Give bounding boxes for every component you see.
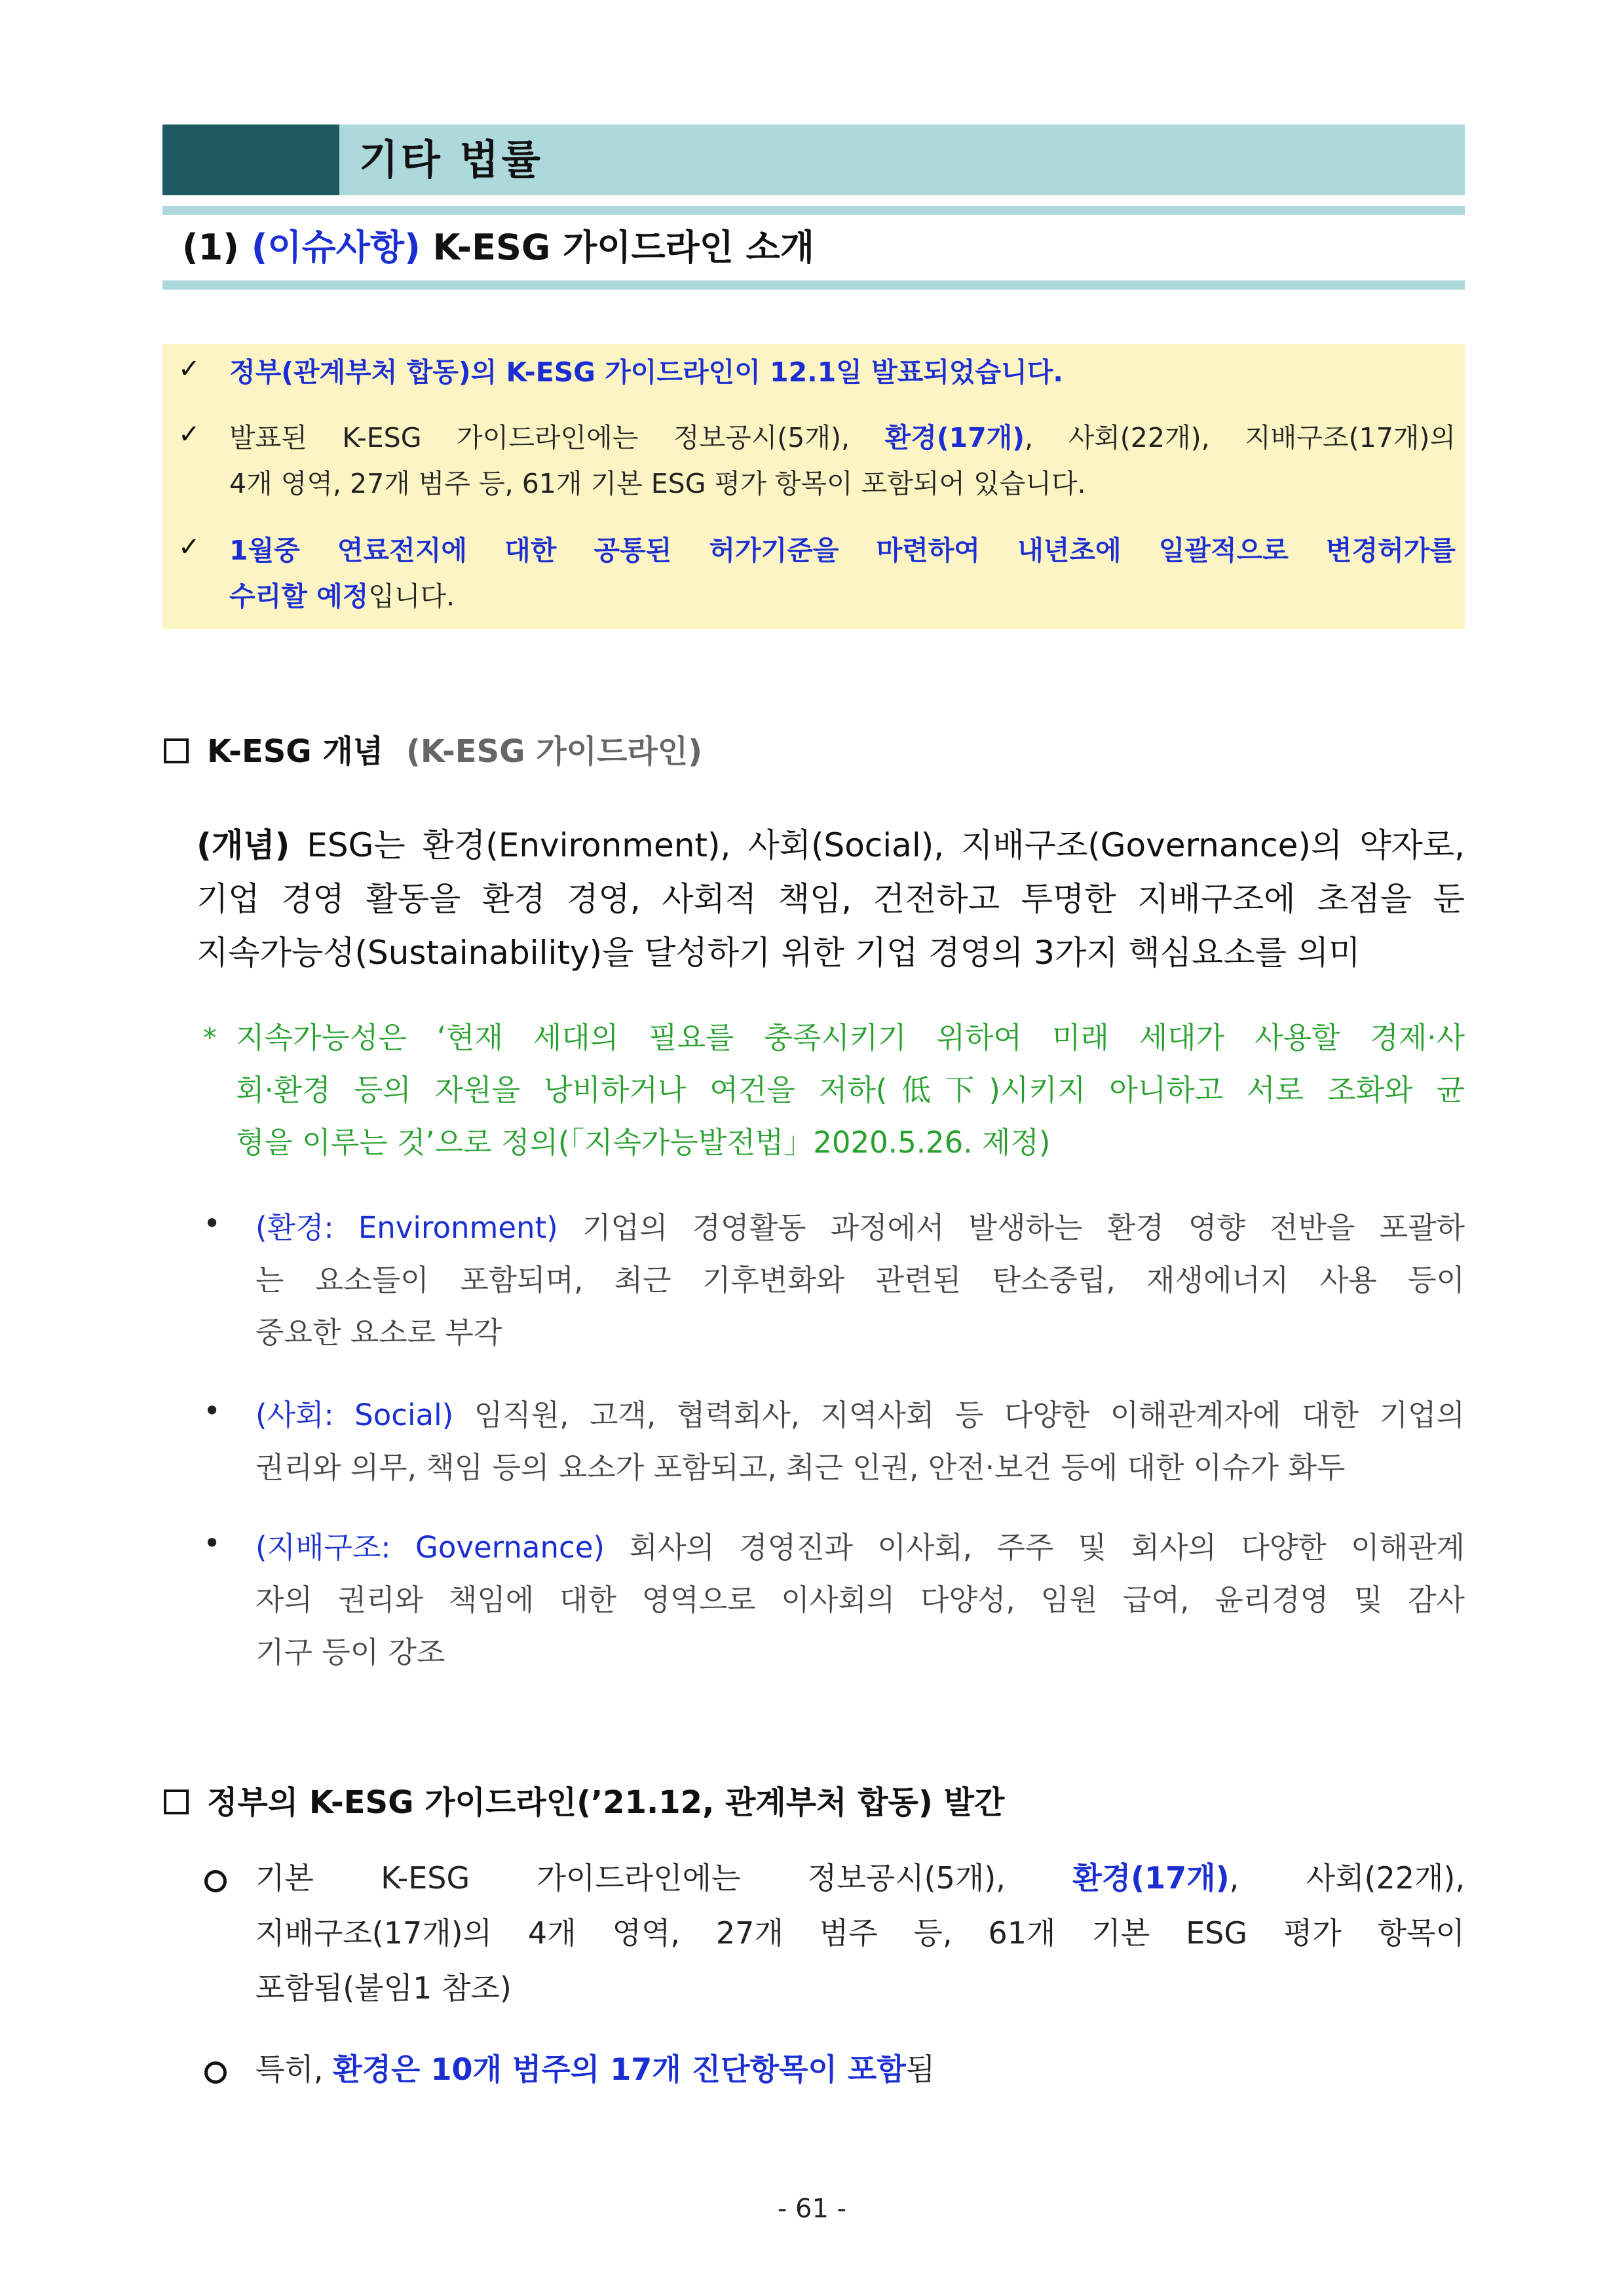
subtitle-number: (1)	[182, 227, 239, 268]
subtitle-text: K-ESG 가이드라인 소개	[432, 227, 814, 268]
gov-line-3: 기구 등이 강조	[255, 1635, 445, 1670]
title-accent-block	[162, 124, 339, 195]
checkbox-square-icon	[164, 1789, 189, 1814]
check-icon: ✓	[178, 419, 200, 450]
section-heading-concept: K-ESG 개념 (K-ESG 가이드라인)	[164, 726, 702, 771]
summary-item-3: 1월중 연료전지에 대한 공통된 허가기준을 마련하여 내년초에 일괄적으로 변경허가를	[229, 535, 1456, 566]
release-bullet-1: 기본 K-ESG 가이드라인에는 정보공시(5개), 환경(17개), 사회(22개),	[255, 1860, 1465, 1896]
soc-line-2: 권리와 의무, 책임 등의 요소가 포함되고, 최근 인권, 안전·보건 등에 대한 이슈가 화두	[255, 1450, 1346, 1485]
subtitle	[182, 221, 814, 274]
env-line-2: 는 요소들이 포함되며, 최근 기후변화와 관련된 탄소중립, 재생에너지 사용 등이	[255, 1263, 1465, 1297]
check-icon: ✓	[178, 354, 200, 384]
gov-line-1: (지배구조: Governance) 회사의 경영진과 이사회, 주주 및 회사의 다양한 이해관계	[255, 1530, 1465, 1565]
summary-item-1: 정부(관계부처 합동)의 K-ESG 가이드라인이 12.1일 발표되었습니다.	[229, 356, 1063, 388]
check-icon: ✓	[178, 532, 200, 562]
page-title: 기타 법률	[359, 136, 544, 183]
concept-line-1: (개념) ESG는 환경(Environment), 사회(Social), 지배구조(Governance)의 약자로,	[197, 826, 1465, 864]
circle-bullet-icon	[204, 2061, 227, 2084]
note-line-2: 회·환경 등의 자원을 낭비하거나 여건을 저하(低下)시키지 아니하고 서로 조화와 균	[236, 1073, 1465, 1107]
bullet-icon: •	[203, 1393, 221, 1428]
release-bullet-1-line-3: 포함됨(붙임1 참조)	[255, 1970, 512, 2006]
subtitle-issue: (이슈사항)	[251, 227, 421, 268]
concept-line-3: 지속가능성(Sustainability)을 달성하기 위한 기업 경영의 3가지 핵심요소를 의미	[197, 934, 1361, 972]
release-bullet-2: 특히, 환경은 10개 범주의 17개 진단항목이 포함됨	[255, 2052, 935, 2087]
soc-line-1: (사회: Social) 임직원, 고객, 협력회사, 지역사회 등 다양한 이해관계자에 대한 기업의	[255, 1398, 1465, 1432]
concept-line-2: 기업 경영 활동을 환경 경영, 사회적 책임, 건전하고 투명한 지배구조에 초점을 둔	[197, 880, 1465, 918]
env-line-3: 중요한 요소로 부각	[255, 1315, 502, 1350]
checkbox-square-icon	[164, 738, 189, 763]
page-number: - 61 -	[777, 2194, 847, 2224]
env-line-1: (환경: Environment) 기업의 경영활동 과정에서 발생하는 환경 영향 전반을 포괄하	[255, 1210, 1465, 1245]
summary-item-2: 발표된 K-ESG 가이드라인에는 정보공시(5개), 환경(17개), 사회(22개), 지배구조(17개)의	[229, 422, 1456, 453]
gov-line-2: 자의 권리와 책임에 대한 영역으로 이사회의 다양성, 임원 급여, 윤리경영 및 감사	[255, 1582, 1465, 1617]
section-heading-release: 정부의 K-ESG 가이드라인(’21.12, 관계부처 합동) 발간	[164, 1777, 1004, 1822]
subtitle-bottom-rule	[162, 280, 1465, 290]
bullet-icon: •	[203, 1206, 221, 1241]
subtitle-top-rule	[162, 206, 1465, 215]
note-line-3: 형을 이루는 것’으로 정의(「지속가능발전법」2020.5.26. 제정)	[236, 1125, 1051, 1160]
note-star: *	[203, 1022, 217, 1054]
note-line-1: 지속가능성은 ‘현재 세대의 필요를 충족시키기 위하여 미래 세대가 사용할 경제·사	[236, 1020, 1465, 1055]
circle-bullet-icon	[204, 1870, 227, 1892]
summary-item-3-cont: 수리할 예정입니다.	[229, 581, 455, 612]
release-bullet-1-line-2: 지배구조(17개)의 4개 영역, 27개 범주 등, 61개 기본 ESG 평가 항목이	[255, 1915, 1465, 1951]
bullet-icon: •	[203, 1525, 221, 1561]
summary-item-2-cont: 4개 영역, 27개 범주 등, 61개 기본 ESG 평가 항목이 포함되어 있습니다.	[229, 468, 1086, 499]
